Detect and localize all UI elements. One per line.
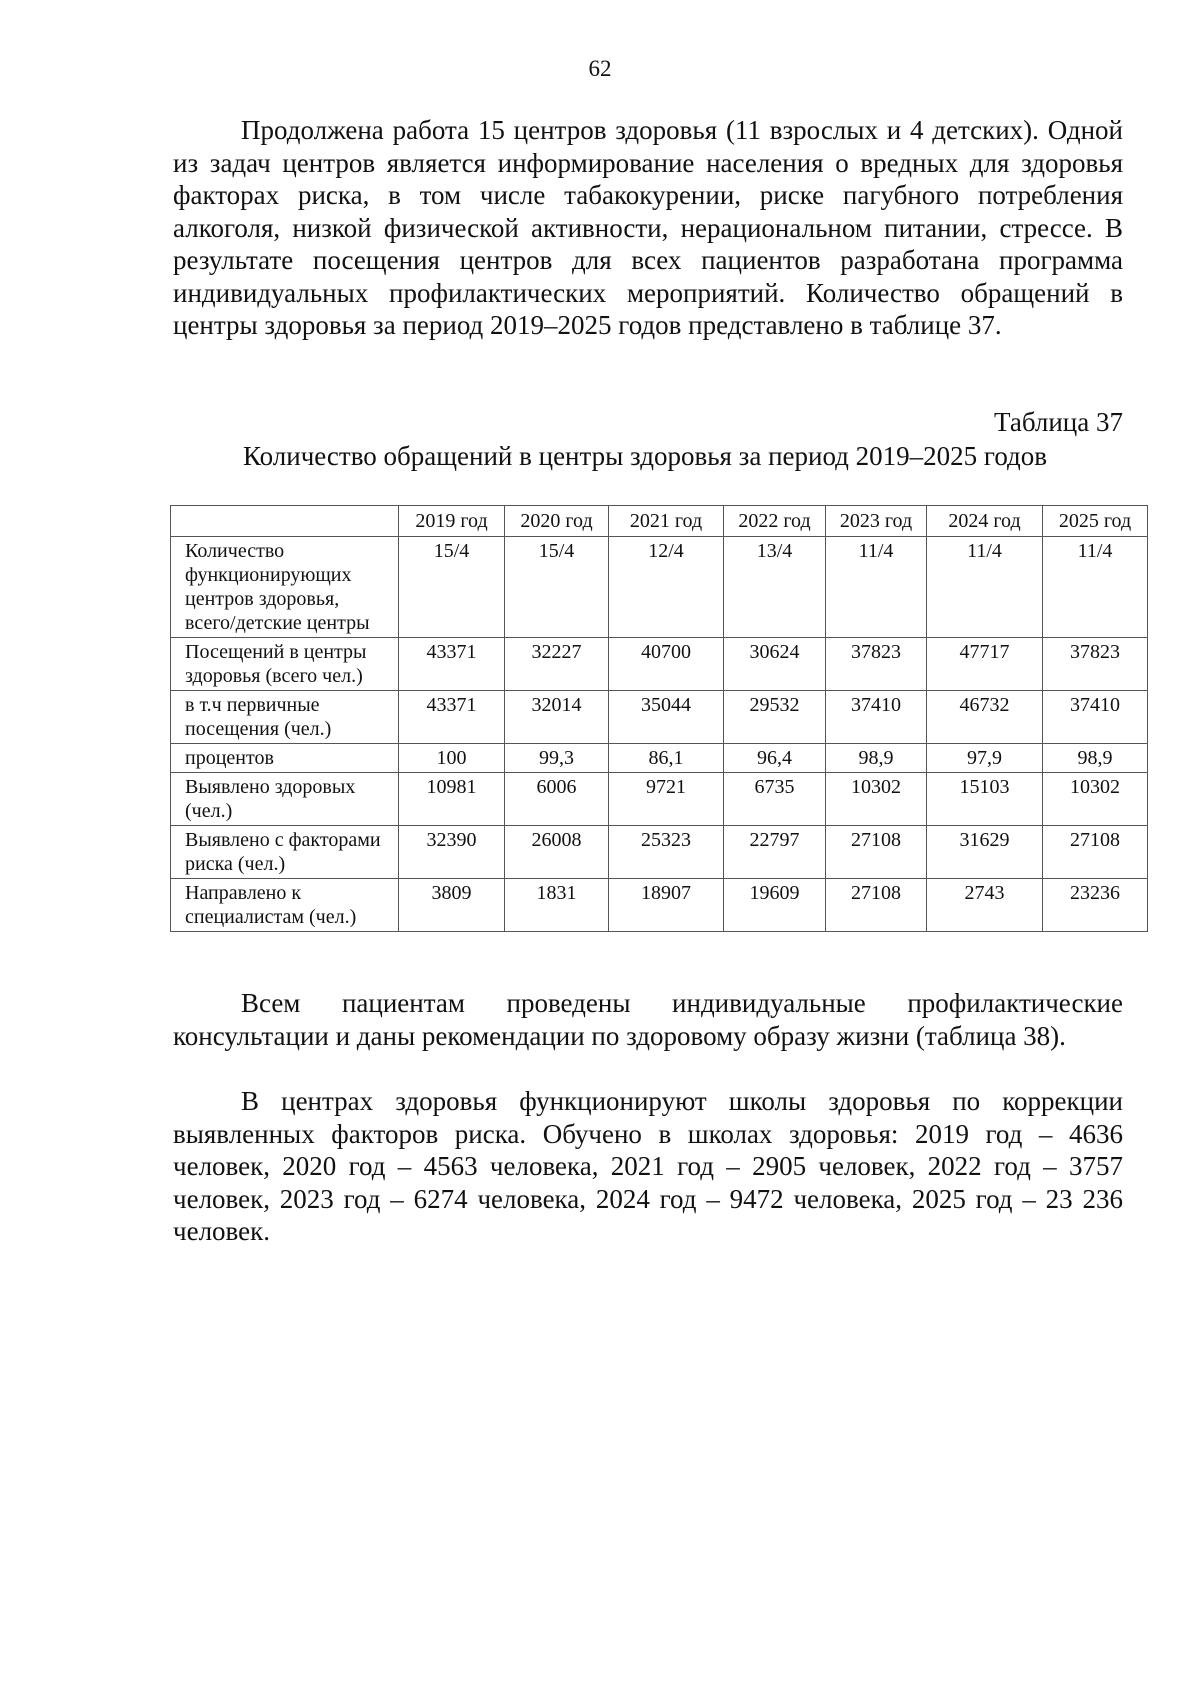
table-cell: 29532 — [724, 691, 826, 744]
table-cell: 13/4 — [724, 537, 826, 638]
table-cell: 27108 — [826, 879, 927, 932]
row-label: Выявлено с факторами риска (чел.) — [171, 826, 399, 879]
column-header: 2025 год — [1043, 506, 1148, 537]
row-label: Направлено к специалистам (чел.) — [171, 879, 399, 932]
table-cell: 10302 — [1043, 773, 1148, 826]
table-cell: 18907 — [609, 879, 724, 932]
table-cell: 37410 — [826, 691, 927, 744]
intro-paragraph: Продолжена работа 15 центров здоровья (11 взрослых и 4 детских). Одной из задач центров является информирование населения о вредных для здоровья факторах риска, в том числе табакокурении, риске пагубного потребления алкоголя, низкой физической активности, нерациональном питании, стрессе. В результате посещения центров для всех пациентов разработана программа индивидуальных профилактических мероприятий. Количество обращений в центры здоровья за период 2019–2025 годов представлено в таблице 37. — [173, 115, 1123, 340]
table-body — [171, 537, 1148, 932]
health-centers-table — [170, 505, 1148, 932]
table-cell: 11/4 — [927, 537, 1043, 638]
table-cell: 31629 — [927, 826, 1043, 879]
page-number: 62 — [588, 56, 612, 81]
table-row — [171, 537, 1148, 638]
table-cell: 32227 — [505, 638, 609, 691]
table-cell: 11/4 — [826, 537, 927, 638]
table-cell: 22797 — [724, 826, 826, 879]
table-row — [171, 773, 1148, 826]
table-cell: 37823 — [826, 638, 927, 691]
table-cell: 27108 — [826, 826, 927, 879]
column-header: 2024 год — [927, 506, 1043, 537]
table-cell: 98,9 — [1043, 744, 1148, 773]
paragraph-health-schools: В центрах здоровья функционируют школы здоровья по коррекции выявленных факторов риска. Обучено в школах здоровья: 2019 год – 4636 человек, 2020 год – 4563 человека, 2021 год – 2905 человек, 2022 год – 3757 человек, 2023 год – 6274 человека, 2024 год – 9472 человека, 2025 год – 23 236 человек. — [173, 1086, 1123, 1246]
table-cell: 96,4 — [724, 744, 826, 773]
table-row — [171, 826, 1148, 879]
table-cell: 23236 — [1043, 879, 1148, 932]
table-cell: 37410 — [1043, 691, 1148, 744]
table-cell: 10302 — [826, 773, 927, 826]
table-cell: 6006 — [505, 773, 609, 826]
table-cell: 46732 — [927, 691, 1043, 744]
column-header: 2020 год — [505, 506, 609, 537]
table-corner-cell — [171, 506, 399, 537]
table-cell: 47717 — [927, 638, 1043, 691]
table-label: Таблица 37 — [994, 407, 1123, 437]
table-row — [171, 744, 1148, 773]
table-cell: 15/4 — [505, 537, 609, 638]
column-header: 2019 год — [399, 506, 505, 537]
table-cell: 97,9 — [927, 744, 1043, 773]
table-row — [171, 879, 1148, 932]
table-cell: 2743 — [927, 879, 1043, 932]
row-label: в т.ч первичные посещения (чел.) — [171, 691, 399, 744]
table-cell: 27108 — [1043, 826, 1148, 879]
column-header: 2021 год — [609, 506, 724, 537]
table-cell: 35044 — [609, 691, 724, 744]
table-cell: 26008 — [505, 826, 609, 879]
table-cell: 15103 — [927, 773, 1043, 826]
paragraph-consultations: Всем пациентам проведены индивидуальные профилактические консультации и даны рекомендации по здоровому образу жизни (таблица 38). — [173, 988, 1123, 1051]
row-label: процентов — [171, 744, 399, 773]
table-cell: 98,9 — [826, 744, 927, 773]
table-header-row — [171, 506, 1148, 537]
table-cell: 1831 — [505, 879, 609, 932]
table-cell: 37823 — [1043, 638, 1148, 691]
table-cell: 32014 — [505, 691, 609, 744]
table-cell: 9721 — [609, 773, 724, 826]
row-label: Количество функционирующих центров здоровья, всего/детские центры — [171, 537, 399, 638]
table-row — [171, 691, 1148, 744]
table-cell: 10981 — [399, 773, 505, 826]
table-cell: 100 — [399, 744, 505, 773]
table-cell: 43371 — [399, 638, 505, 691]
column-header: 2023 год — [826, 506, 927, 537]
table-row — [171, 638, 1148, 691]
table-cell: 99,3 — [505, 744, 609, 773]
table-cell: 40700 — [609, 638, 724, 691]
table-cell: 12/4 — [609, 537, 724, 638]
table-cell: 19609 — [724, 879, 826, 932]
table-cell: 15/4 — [399, 537, 505, 638]
table-cell: 6735 — [724, 773, 826, 826]
row-label: Посещений в центры здоровья (всего чел.) — [171, 638, 399, 691]
table-cell: 25323 — [609, 826, 724, 879]
table-cell: 43371 — [399, 691, 505, 744]
table-cell: 32390 — [399, 826, 505, 879]
row-label: Выявлено здоровых (чел.) — [171, 773, 399, 826]
table-cell: 3809 — [399, 879, 505, 932]
column-header: 2022 год — [724, 506, 826, 537]
table-title: Количество обращений в центры здоровья за период 2019–2025 годов — [242, 441, 1048, 471]
table-cell: 86,1 — [609, 744, 724, 773]
table-cell: 11/4 — [1043, 537, 1148, 638]
table-cell: 30624 — [724, 638, 826, 691]
